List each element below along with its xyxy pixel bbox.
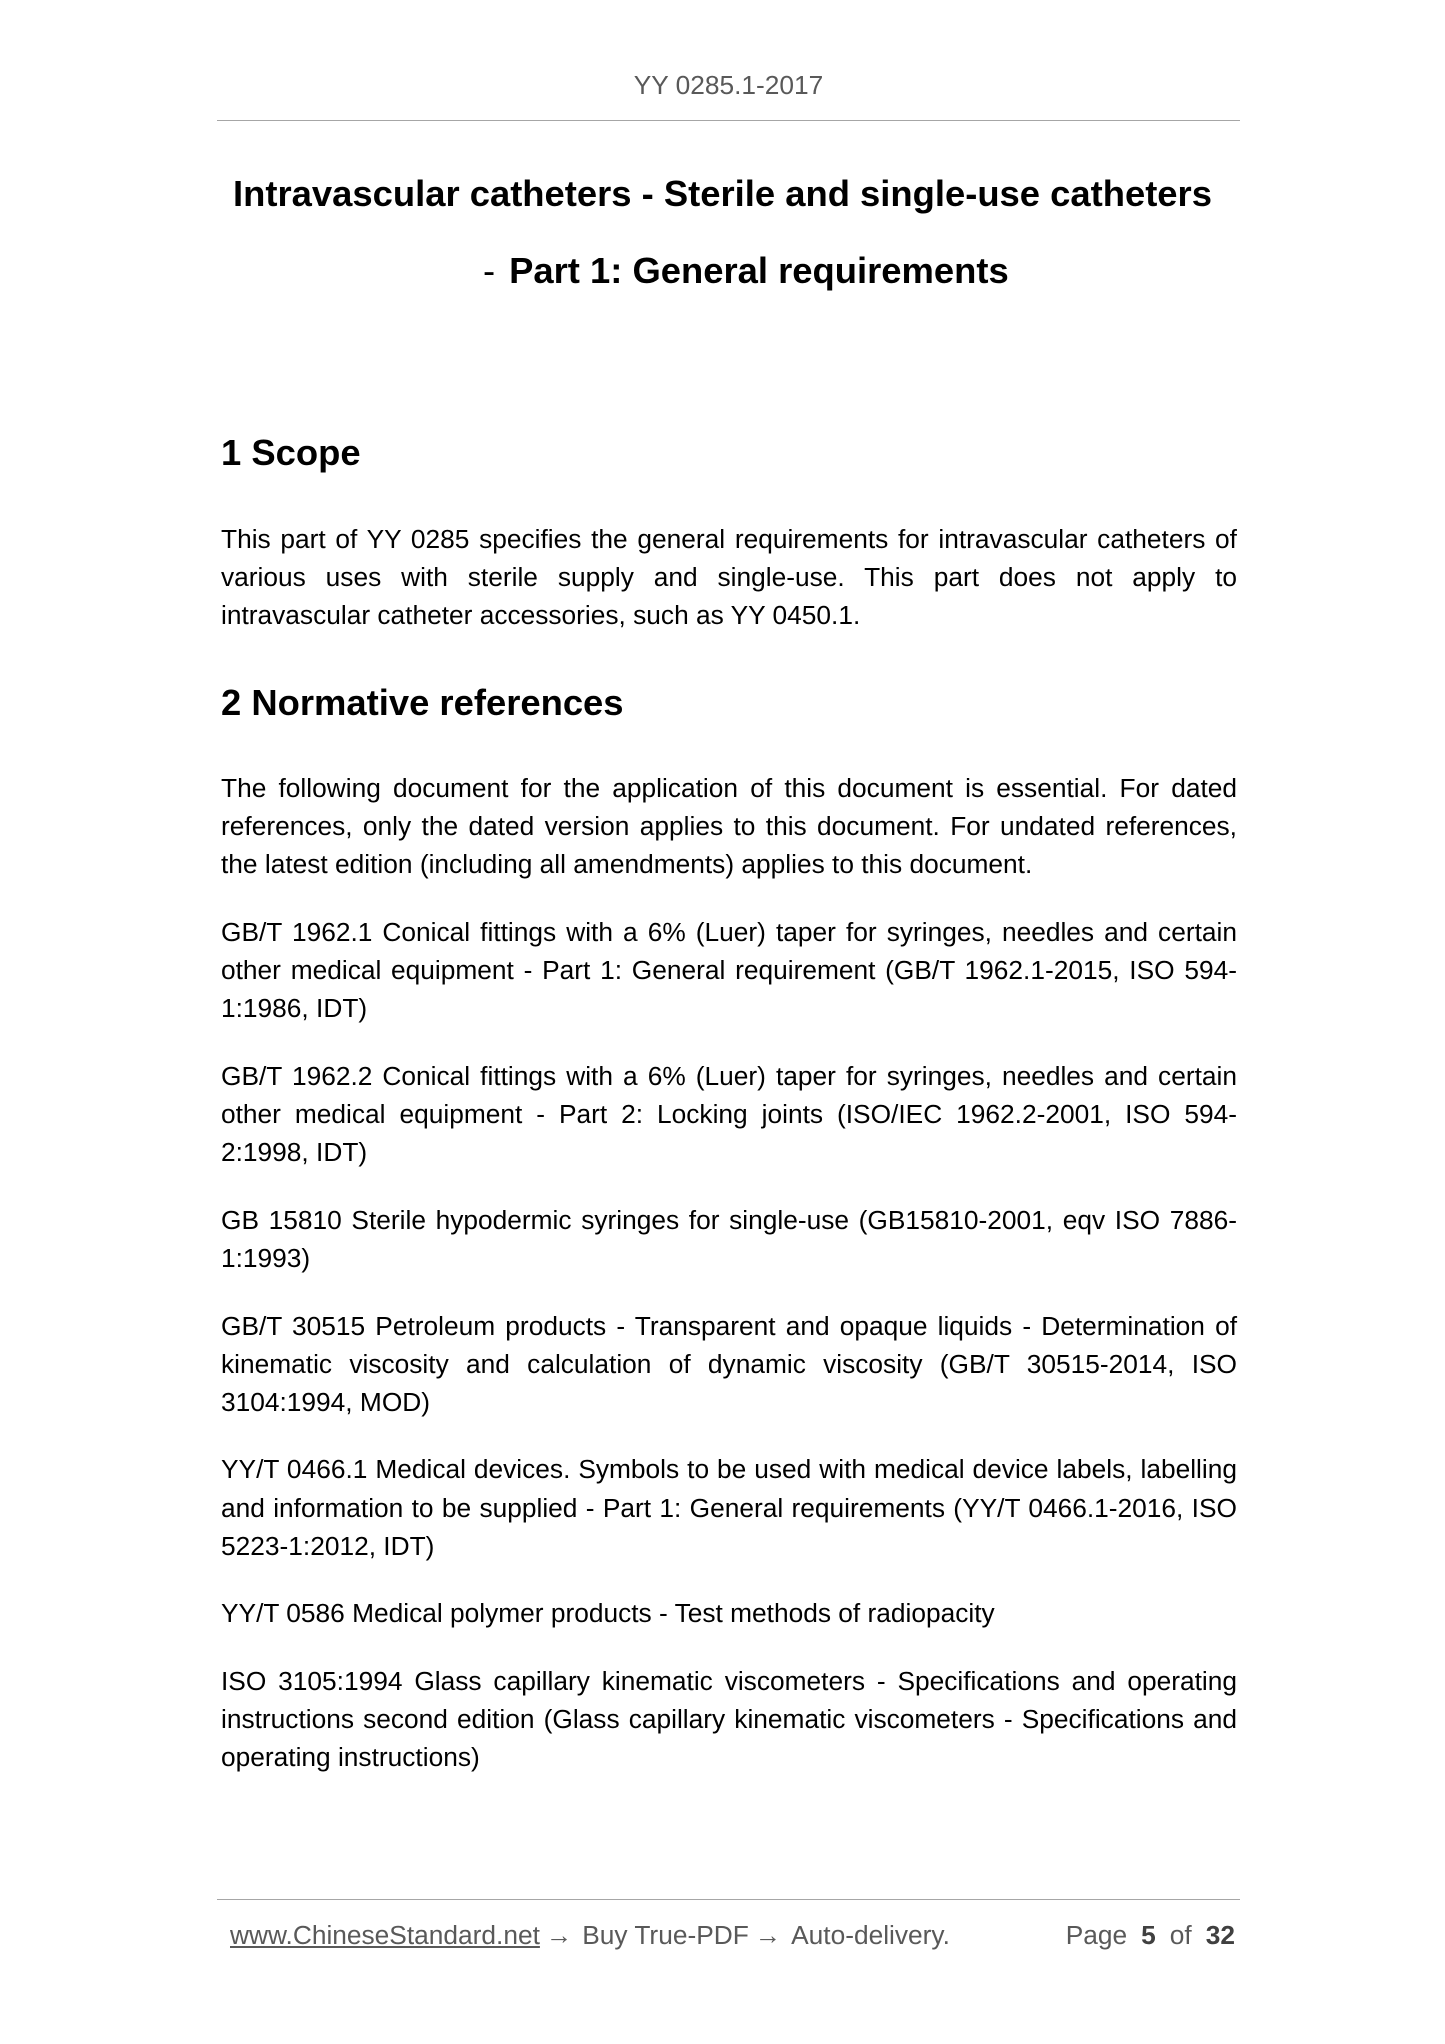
- arrow-right-icon: →: [545, 1920, 573, 1950]
- paragraph-line: 2:1998, IDT): [221, 1137, 368, 1168]
- auto-delivery-text: Auto-delivery.: [791, 1920, 950, 1950]
- paragraph-line: 3104:1994, MOD): [221, 1386, 431, 1417]
- title-part-label: Part 1: General requirements: [509, 249, 1009, 291]
- website-link[interactable]: www.ChineseStandard.net: [230, 1920, 540, 1950]
- paragraph-line: YY/T 0586 Medical polymer products - Test methods of radiopacity: [221, 1598, 995, 1629]
- buy-true-pdf-text: Buy True-PDF: [582, 1920, 749, 1950]
- section-heading: 1 Scope: [221, 432, 361, 474]
- normative-intro-paragraph: [221, 769, 1237, 883]
- paragraph-line: GB/T 1962.2 Conical fittings with a 6% (Luer) taper for syringes, needles and certain: [221, 1060, 1237, 1091]
- reference-entry: [221, 1594, 1237, 1632]
- reference-entry: [221, 1307, 1237, 1421]
- reference-entry: [221, 1057, 1237, 1171]
- of-label: of: [1169, 1920, 1192, 1950]
- paragraph-line: operating instructions): [221, 1742, 480, 1773]
- paragraph-line: various uses with sterile supply and single-use. This part does not apply to: [221, 561, 1237, 592]
- paragraph-line: and information to be supplied - Part 1: General requirements (YY/T 0466.1-2016, ISO: [221, 1492, 1237, 1523]
- paragraph-line: intravascular catheter accessories, such as YY 0450.1.: [221, 599, 861, 630]
- reference-entry: [221, 1662, 1237, 1776]
- page-label: Page: [1065, 1920, 1128, 1950]
- paragraph-line: ISO 3105:1994 Glass capillary kinematic viscometers - Specifications and operating: [221, 1666, 1237, 1696]
- section-heading: 2 Normative references: [221, 681, 624, 723]
- reference-entry: [221, 913, 1237, 1027]
- reference-entry: [221, 1201, 1237, 1277]
- title-dash: -: [483, 249, 496, 291]
- paragraph-line: GB 15810 Sterile hypodermic syringes for single-use (GB15810-2001, eqv ISO 7886-: [221, 1204, 1237, 1235]
- document-title-line-1: Intravascular catheters - Sterile and single-use catheters: [233, 173, 1212, 214]
- paragraph-line: This part of YY 0285 specifies the general requirements for intravascular catheters of: [221, 523, 1237, 554]
- page-footer: [230, 1919, 1235, 1951]
- paragraph-line: The following document for the application of this document is essential. For dated: [221, 773, 1237, 804]
- document-title-line-2: [483, 249, 1009, 293]
- scope-paragraph: [221, 520, 1237, 634]
- page-total: 32: [1205, 1920, 1235, 1950]
- page-number: [1066, 1919, 1235, 1951]
- paragraph-line: the latest edition (including all amendments) applies to this document.: [221, 849, 1033, 880]
- paragraph-line: 5223-1:2012, IDT): [221, 1530, 435, 1561]
- paragraph-line: other medical equipment - Part 1: General requirement (GB/T 1962.1-2015, ISO 594-: [221, 955, 1237, 986]
- paragraph-line: YY/T 0466.1 Medical devices. Symbols to be used with medical device labels, labelling: [221, 1454, 1237, 1485]
- paragraph-line: other medical equipment - Part 2: Locking joints (ISO/IEC 1962.2-2001, ISO 594-: [221, 1099, 1237, 1129]
- document-body: [221, 431, 1237, 1806]
- reference-entry: [221, 1450, 1237, 1564]
- running-header: YY 0285.1-2017: [633, 70, 824, 100]
- arrow-right-icon: →: [754, 1920, 782, 1950]
- header-rule: [217, 120, 1240, 121]
- paragraph-line: 1:1993): [221, 1242, 311, 1273]
- paragraph-line: references, only the dated version applies to this document. For undated references,: [221, 811, 1237, 842]
- footer-rule: [217, 1899, 1240, 1900]
- paragraph-line: kinematic viscosity and calculation of dynamic viscosity (GB/T 30515-2014, ISO: [221, 1348, 1237, 1379]
- paragraph-line: GB/T 30515 Petroleum products - Transparent and opaque liquids - Determination of: [221, 1310, 1237, 1341]
- paragraph-line: GB/T 1962.1 Conical fittings with a 6% (Luer) taper for syringes, needles and certain: [221, 917, 1237, 948]
- paragraph-line: instructions second edition (Glass capillary kinematic viscometers - Specifications and: [221, 1704, 1237, 1735]
- footer-promo: [230, 1919, 950, 1951]
- page-current: 5: [1141, 1920, 1156, 1950]
- paragraph-line: 1:1986, IDT): [221, 993, 368, 1024]
